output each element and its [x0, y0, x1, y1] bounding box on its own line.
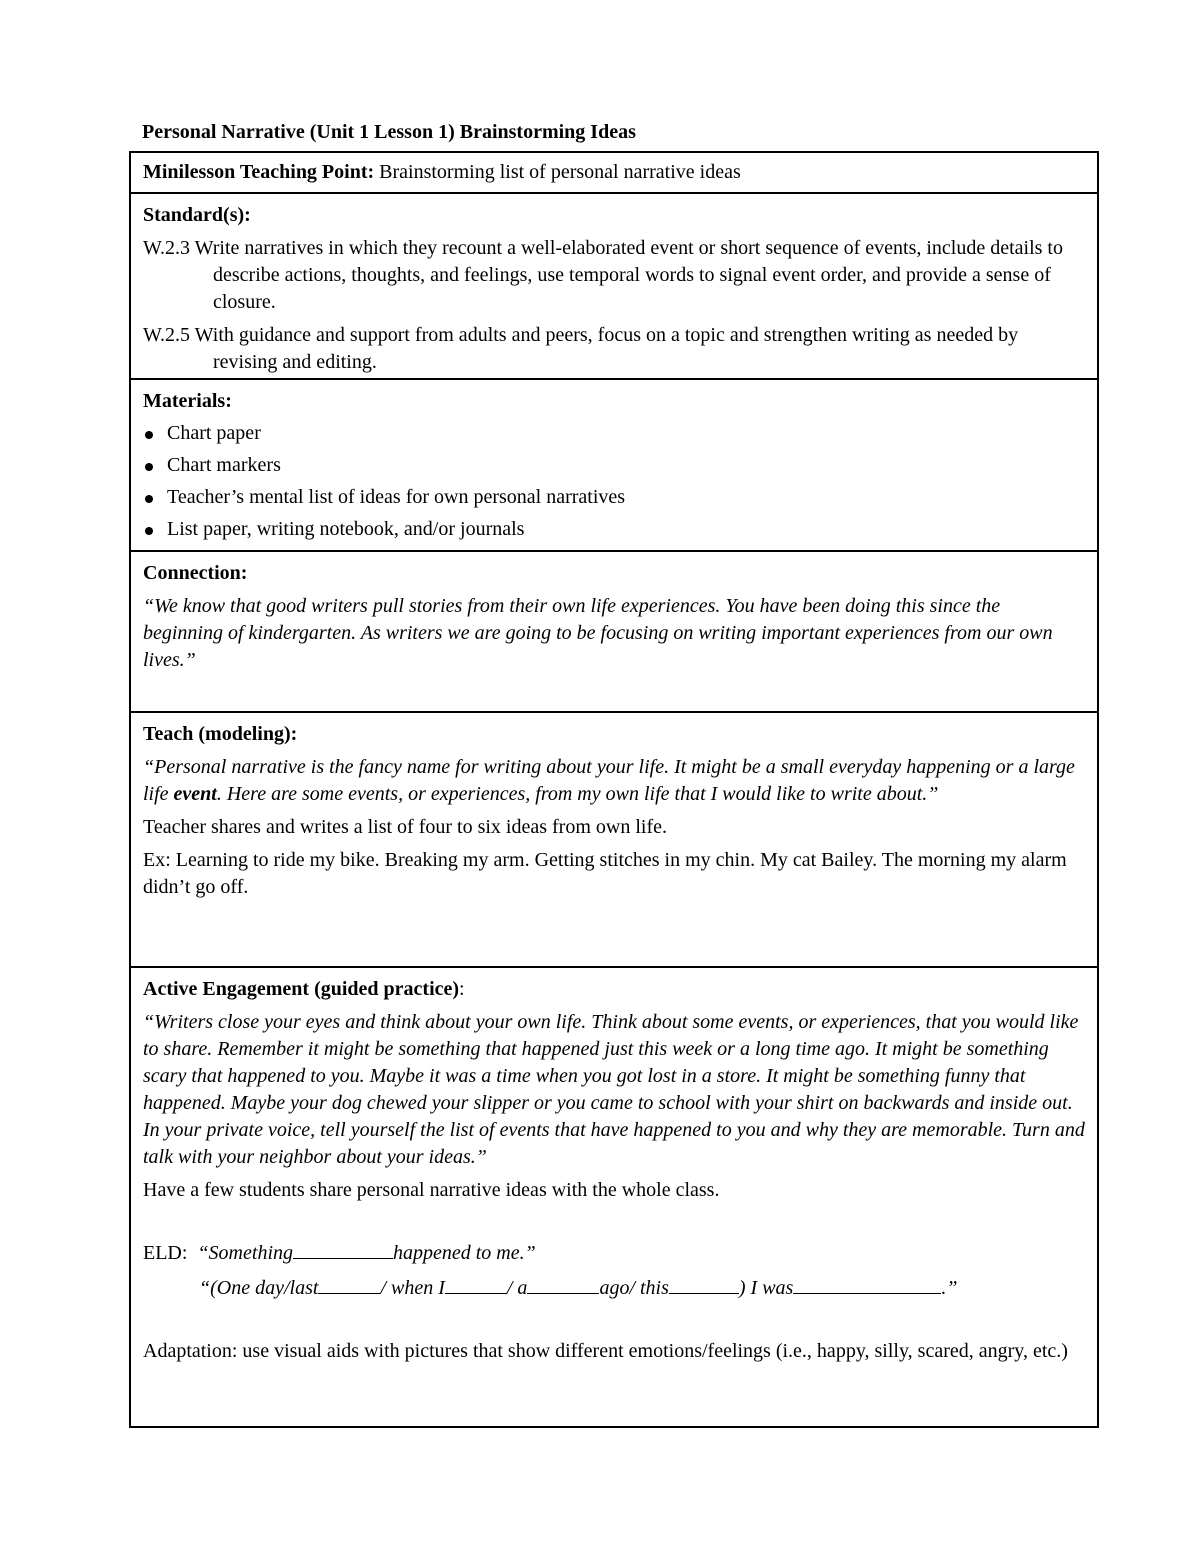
adaptation-text: Adaptation: use visual aids with pictures that show different emotions/feelings (i.e., happy, silly, scared, angry, etc.) [143, 1340, 1068, 1362]
active-label: Active Engagement (guided practice) [143, 978, 460, 1000]
materials-list [143, 420, 1085, 543]
list-item: List paper, writing notebook, and/or journals [143, 516, 1085, 543]
active-engagement-cell [131, 968, 1097, 1426]
eld-frame-2e: ) I was [738, 1277, 794, 1299]
list-item: Teacher’s mental list of ideas for own personal narratives [143, 484, 1085, 511]
teach-quote-bold: event [173, 783, 217, 805]
active-heading [143, 976, 1085, 1003]
active-colon: : [459, 978, 465, 1000]
teach-quote [143, 754, 1085, 808]
blank-line [318, 1275, 380, 1294]
minilesson-label: Minilesson Teaching Point: [143, 161, 375, 183]
standards-label: Standard(s): [143, 204, 251, 226]
eld-frame-1a: “Something [197, 1242, 293, 1264]
blank-line [669, 1275, 739, 1294]
teach-label: Teach (modeling): [143, 723, 298, 745]
blank-line [445, 1275, 507, 1294]
teach-quote-part1: “Personal narrative is the fancy name for writing about your life. It might be a small everyday happening or a large life [143, 756, 1075, 805]
teach-line-2: Ex: Learning to ride my bike. Breaking my arm. Getting stitches in my chin. My cat Bailey. The morning my alarm didn’t go off. [143, 849, 1067, 898]
eld-frame-2b: / when I [380, 1277, 445, 1299]
blank-line [293, 1240, 393, 1259]
eld-frame-1b: happened to me.” [393, 1242, 536, 1264]
teach-quote-part2: . Here are some events, or experiences, from my own life that I would like to write about.” [216, 783, 939, 805]
active-quote: “Writers close your eyes and think about your own life. Think about some events, or experiences, that you would like to share. Remember it might be something that happened just this week or a long time ago. It might be something scary that happened to you. Maybe it was a time when you got lost in a store. It might be something funny that happened. Maybe your dog chewed your slipper or you came to school with your shirt on backwards and inside out. In your private voice, tell yourself the list of events that have happened to you and why they are memorable. Turn and talk with your neighbor about your ideas.” [143, 1011, 1085, 1168]
connection-label: Connection: [143, 562, 248, 584]
active-share: Have a few students share personal narrative ideas with the whole class. [143, 1179, 720, 1201]
teach-line-1: Teacher shares and writes a list of four to six ideas from own life. [143, 816, 667, 838]
materials-label: Materials: [143, 390, 232, 412]
standard-w23: W.2.3 Write narratives in which they recount a well-elaborated event or short sequence of events, include details to describe actions, thoughts, and feelings, use temporal words to signal event order, and provide a sense of closure. [143, 237, 1063, 313]
teach-cell [131, 713, 1097, 968]
connection-cell [131, 552, 1097, 713]
eld-frame-2c: / a [506, 1277, 528, 1299]
minilesson-cell [131, 153, 1097, 194]
document-title: Personal Narrative (Unit 1 Lesson 1) Brainstorming Ideas [142, 121, 636, 143]
standards-cell [131, 194, 1097, 380]
lesson-plan-table [129, 151, 1099, 1428]
minilesson-text: Brainstorming list of personal narrative ideas [374, 161, 741, 183]
connection-quote: “We know that good writers pull stories from their own life experiences. You have been doing this since the beginning of kindergarten. As writers we are going to be focusing on writing important experiences from our own lives.” [143, 595, 1053, 671]
materials-cell [131, 380, 1097, 552]
blank-line [527, 1275, 599, 1294]
blank-line [793, 1275, 941, 1294]
eld-line-1 [143, 1240, 1085, 1267]
eld-frame-2d: ago/ this [599, 1277, 669, 1299]
list-item: Chart paper [143, 420, 1085, 447]
eld-line-2 [143, 1275, 1085, 1302]
eld-frame-2a: “(One day/last [199, 1277, 319, 1299]
eld-label: ELD: [143, 1242, 188, 1264]
list-item: Chart markers [143, 452, 1085, 479]
standard-w25: W.2.5 With guidance and support from adults and peers, focus on a topic and strengthen writing as needed by revising and editing. [143, 324, 1019, 373]
eld-frame-2f: .” [941, 1277, 958, 1299]
